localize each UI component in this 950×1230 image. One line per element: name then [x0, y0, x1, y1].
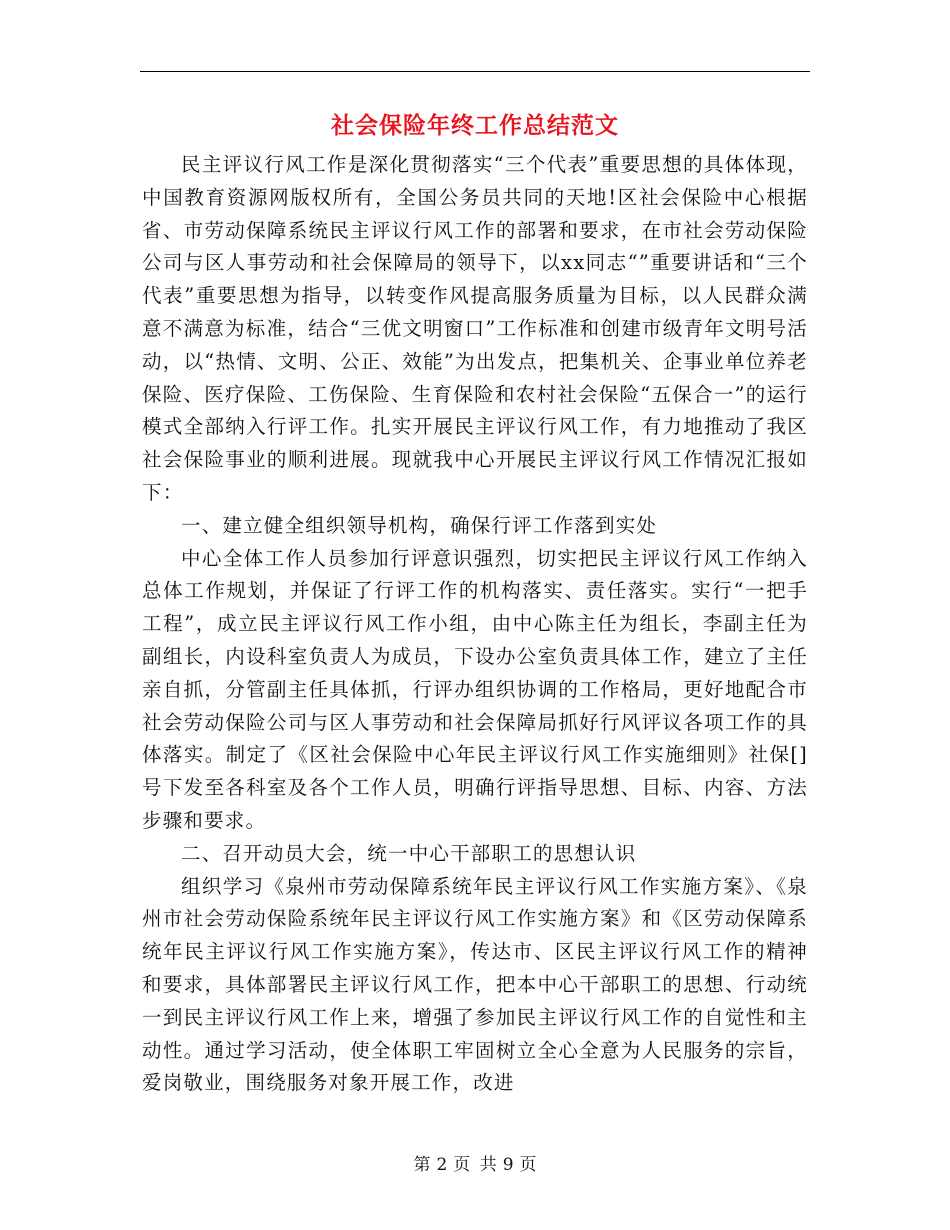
paragraph-section-1: 中心全体工作人员参加行评意识强烈，切实把民主评议行风工作纳入总体工作规划，并保证了行评工作的机构落实、责任落实。实行“一把手工程”，成立民主评议行风工作小组，由中心陈主任为组长，李副主任为副组长，内设科室负责人为成员，下设办公室负责具体工作，建立了主任亲自抓，分管副主任具体抓，行评办组织协调的工作格局，更好地配合市社会劳动保险公司与区人事劳动和社会保障局抓好行风评议各项工作的具体落实。制定了《区社会保险中心年民主评议行风工作实施细则》社保[]号下发至各科室及各个工作人员，明确行评指导思想、目标、内容、方法步骤和要求。	[142, 546, 808, 832]
paragraph-intro: 民主评议行风工作是深化贯彻落实“三个代表”重要思想的具体体现，中国教育资源网版权所有，全国公务员共同的天地!区社会保险中心根据省、市劳动保障系统民主评议行风工作的部署和要求，在市社会劳动保险公司与区人事劳动和社会保障局的领导下，以xx同志“”重要讲话和“三个代表”重要思想为指导，以转变作风提高服务质量为目标，以人民群众满意不满意为标准，结合“三优文明窗口”工作标准和创建市级青年文明号活动，以“热情、文明、公正、效能”为出发点，把集机关、企事业单位养老保险、医疗保险、工伤保险、生育保险和农村社会保险“五保合一”的运行模式全部纳入行评工作。扎实开展民主评议行风工作，有力地推动了我区社会保险事业的顺利进展。现就我中心开展民主评议行风工作情况汇报如下：	[142, 153, 808, 504]
header-rule	[140, 71, 810, 72]
document-body	[142, 149, 808, 1100]
section-heading-1: 一、建立健全组织领导机构，确保行评工作落到实处	[181, 513, 658, 537]
footer-page-total: 9	[502, 1155, 514, 1175]
document-title: 社会保险年终工作总结范文	[331, 112, 619, 139]
page-footer	[0, 1153, 950, 1177]
footer-label-post: 页	[519, 1155, 537, 1175]
footer-label-mid: 页 共	[453, 1155, 497, 1175]
footer-label-pre: 第	[413, 1155, 431, 1175]
section-heading-2: 二、召开动员大会，统一中心干部职工的思想认识	[181, 841, 637, 865]
paragraph-section-2: 组织学习《泉州市劳动保障系统年民主评议行风工作实施方案》、《泉州市社会劳动保险系统年民主评议行风工作实施方案》和《区劳动保障系统年民主评议行风工作实施方案》，传达市、区民主评议行风工作的精神和要求，具体部署民主评议行风工作，把本中心干部职工的思想、行动统一到民主评议行风工作上来，增强了参加民主评议行风工作的自觉性和主动性。通过学习活动，使全体职工牢固树立全心全意为人民服务的宗旨，爱岗敬业，围绕服务对象开展工作，改进	[142, 874, 808, 1095]
footer-page-current: 2	[436, 1155, 448, 1175]
